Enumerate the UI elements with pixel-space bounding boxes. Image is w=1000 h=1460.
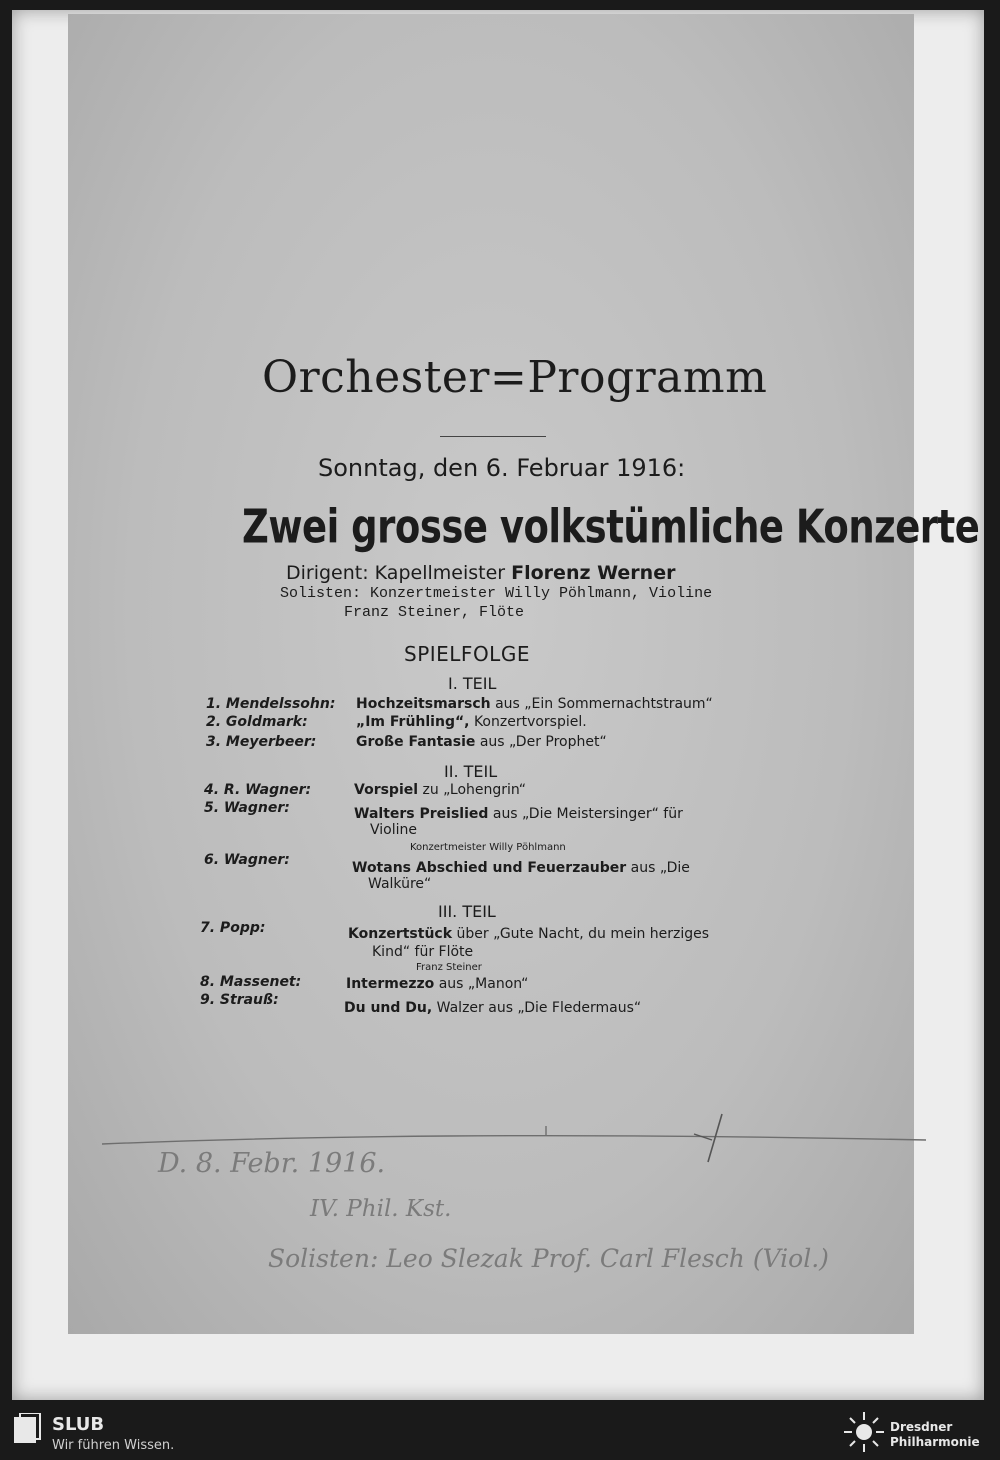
item-work-7-continued: Kind“ für Flöte: [372, 944, 474, 960]
item-work-4: Vorspiel zu „Lohengrin“: [354, 782, 527, 798]
conductor-name: Florenz Werner: [511, 562, 676, 584]
item-work-6: Wotans Abschied und Feuerzauber aus „Die: [352, 860, 690, 876]
slub-logo-icon: [12, 1413, 42, 1447]
item-number-1: 1. Mendelssohn:: [206, 696, 336, 712]
slub-name: SLUB: [52, 1414, 105, 1435]
conductor-line: [286, 562, 675, 584]
philharmonie-name: Dresdner Philharmonie: [890, 1420, 980, 1449]
item-number-3: 3. Meyerbeer:: [206, 734, 317, 750]
item-work-3: Große Fantasie aus „Der Prophet“: [356, 734, 607, 750]
program-order-heading: SPIELFOLGE: [404, 642, 530, 666]
item-work-6-continued: Walküre“: [368, 876, 432, 892]
item-work-5: Walters Preislied aus „Die Meistersinger“ für: [354, 806, 683, 822]
philharmonie-logo-icon: [842, 1410, 886, 1454]
item-number-8: 8. Massenet:: [200, 974, 302, 990]
soloists-line-1: Solisten: Konzertmeister Willy Pöhlmann, Violine: [280, 585, 713, 602]
item-number-9: 9. Strauß:: [200, 992, 279, 1008]
pencil-note-date: D. 8. Febr. 1916.: [158, 1148, 386, 1179]
item-performer-7: Franz Steiner: [416, 962, 482, 973]
item-work-8: Intermezzo aus „Manon“: [346, 976, 529, 992]
program-title: Orchester=Programm: [262, 352, 768, 403]
concert-headline: Zwei grosse volkstümliche Konzerte: [242, 500, 980, 554]
item-performer-5: Konzertmeister Willy Pöhlmann: [410, 842, 566, 853]
item-number-6: 6. Wagner:: [204, 852, 290, 868]
item-work-5-continued: Violine: [370, 822, 417, 838]
slub-tagline: Wir führen Wissen.: [52, 1438, 175, 1453]
title-divider: [440, 436, 546, 437]
item-work-1: Hochzeitsmarsch aus „Ein Sommernachtstraum“: [356, 696, 713, 712]
part-heading-3: III. TEIL: [438, 902, 496, 921]
soloists-line-2: Franz Steiner, Flöte: [344, 604, 525, 621]
pencil-note-series: IV. Phil. Kst.: [310, 1196, 452, 1222]
part-heading-1: I. TEIL: [448, 674, 497, 693]
conductor-label: Dirigent: Kapellmeister: [286, 562, 506, 584]
pencil-note-soloists: Solisten: Leo Slezak Prof. Carl Flesch (Viol.): [268, 1244, 829, 1273]
item-number-5: 5. Wagner:: [204, 800, 290, 816]
item-work-9: Du und Du, Walzer aus „Die Fledermaus“: [344, 1000, 642, 1016]
item-number-7: 7. Popp:: [200, 920, 266, 936]
part-heading-2: II. TEIL: [444, 762, 498, 781]
item-number-4: 4. R. Wagner:: [204, 782, 312, 798]
item-number-2: 2. Goldmark:: [206, 714, 308, 730]
item-work-2: „Im Frühling“, Konzertvorspiel.: [356, 714, 587, 730]
item-work-7: Konzertstück über „Gute Nacht, du mein herziges: [348, 926, 710, 942]
concert-date: Sonntag, den 6. Februar 1916:: [318, 454, 686, 482]
